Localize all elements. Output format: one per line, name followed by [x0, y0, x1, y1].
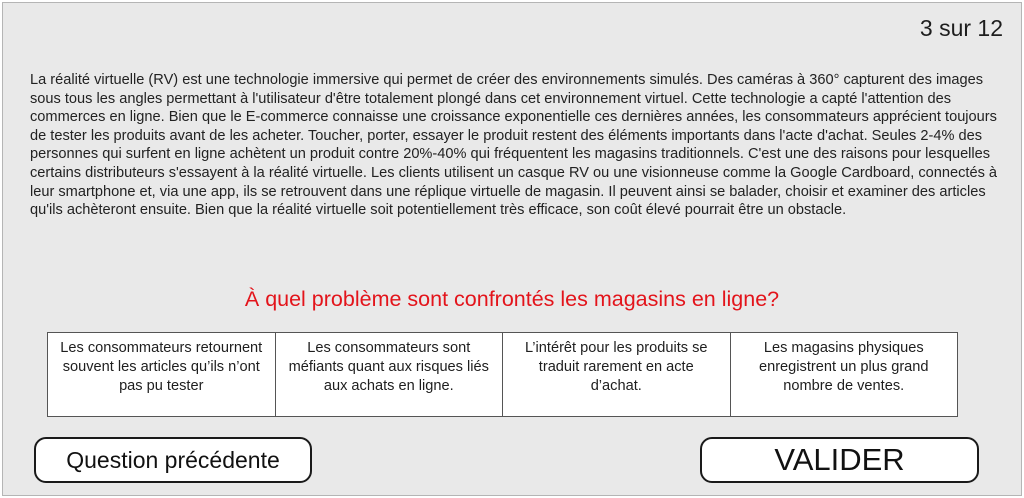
- answer-option-4[interactable]: Les magasins physiques enregistrent un plus grand nombre de ventes.: [758, 340, 929, 394]
- answer-option-1[interactable]: Les consommateurs retournent souvent les articles qu’ils n’ont pas pu tester: [48, 333, 276, 416]
- reading-passage: La réalité virtuelle (RV) est une technologie immersive qui permet de créer des environnements simulés. Des caméras à 360° capturent des images sous tous les angles permettant à l'utilisateur d'être totalement plongé dans cet environnement virtuel. Cette technologie a capté l'attention des commerces en ligne. Bien que le E-commerce connaisse une croissance exponentielle ces dernières années, les consommateurs apprécient toujours de tester les produits avant de les acheter. Toucher, porter, essayer le produit restent des éléments importants dans l'acte d'achat. Seules 2-4% des personnes qui surfent en ligne achètent un produit contre 20%-40% qui fréquentent les magasins traditionnels. C'est une des raisons pour lesquelles certains distributeurs s'essayent à la réalité virtuelle. Les clients utilisent un casque RV ou une visionneuse comme la Google Cardboard, connectés à leur smartphone et, via une app, ils se retrouvent dans une réplique virtuelle de magasin. Il peuvent ainsi se balader, choisir et examiner des articles qu'ils achèteront ensuite. Bien que la réalité virtuelle soit potentiellement très efficace, son coût élevé pourrait être un obstacle.: [30, 72, 998, 219]
- question-counter: 3 sur 12: [919, 15, 1003, 41]
- question-text: À quel problème sont confrontés les magasins en ligne?: [244, 287, 780, 311]
- answer-option-2[interactable]: Les consommateurs sont méfiants quant aux risques liés aux achats en ligne.: [276, 333, 504, 416]
- quiz-panel: [2, 2, 1022, 496]
- previous-question-button[interactable]: Question précédente: [34, 437, 312, 483]
- submit-button[interactable]: VALIDER: [700, 437, 979, 483]
- answer-options: [47, 332, 958, 417]
- answer-option-3[interactable]: L’intérêt pour les produits se traduit rarement en acte d’achat.: [503, 333, 731, 416]
